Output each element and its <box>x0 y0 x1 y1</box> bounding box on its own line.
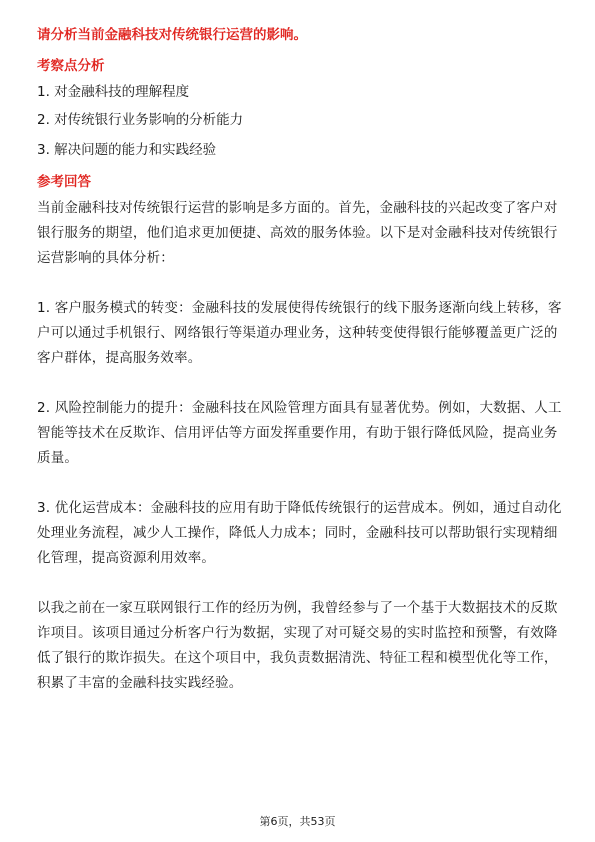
question-title: 请分析当前金融科技对传统银行运营的影响。 <box>37 27 307 43</box>
answer-paragraph: 2. 风险控制能力的提升：金融科技在风险管理方面具有显著优势。例如，大数据、人工智能等技术在反欺诈、信用评估等方面发挥重要作用，有助于银行降低风险，提高业务质量。 <box>37 400 562 466</box>
analysis-point: 3. 解决问题的能力和实践经验 <box>37 142 217 158</box>
analysis-point: 1. 对金融科技的理解程度 <box>37 84 190 100</box>
page-footer: 第6页，共53页 <box>259 815 336 828</box>
analysis-heading: 考察点分析 <box>37 58 105 74</box>
answer-body <box>37 196 562 721</box>
answer-paragraph: 3. 优化运营成本：金融科技的应用有助于降低传统银行的运营成本。例如，通过自动化处理业务流程，减少人工操作，降低人力成本；同时，金融科技可以帮助银行实现精细化管理，提高资源利用效率。 <box>37 500 562 566</box>
answer-paragraph: 当前金融科技对传统银行运营的影响是多方面的。首先，金融科技的兴起改变了客户对银行服务的期望，他们追求更加便捷、高效的服务体验。以下是对金融科技对传统银行运营影响的具体分析： <box>37 200 558 266</box>
analysis-point: 2. 对传统银行业务影响的分析能力 <box>37 112 244 128</box>
answer-paragraph: 1. 客户服务模式的转变：金融科技的发展使得传统银行的线下服务逐渐向线上转移，客户可以通过手机银行、网络银行等渠道办理业务，这种转变使得银行能够覆盖更广泛的客户群体，提高服务效率。 <box>37 300 562 366</box>
answer-heading: 参考回答 <box>37 174 91 190</box>
answer-paragraph: 以我之前在一家互联网银行工作的经历为例，我曾经参与了一个基于大数据技术的反欺诈项目。该项目通过分析客户行为数据，实现了对可疑交易的实时监控和预警，有效降低了银行的欺诈损失。在这个项目中，我负责数据清洗、特征工程和模型优化等工作，积累了丰富的金融科技实践经验。 <box>37 600 558 691</box>
